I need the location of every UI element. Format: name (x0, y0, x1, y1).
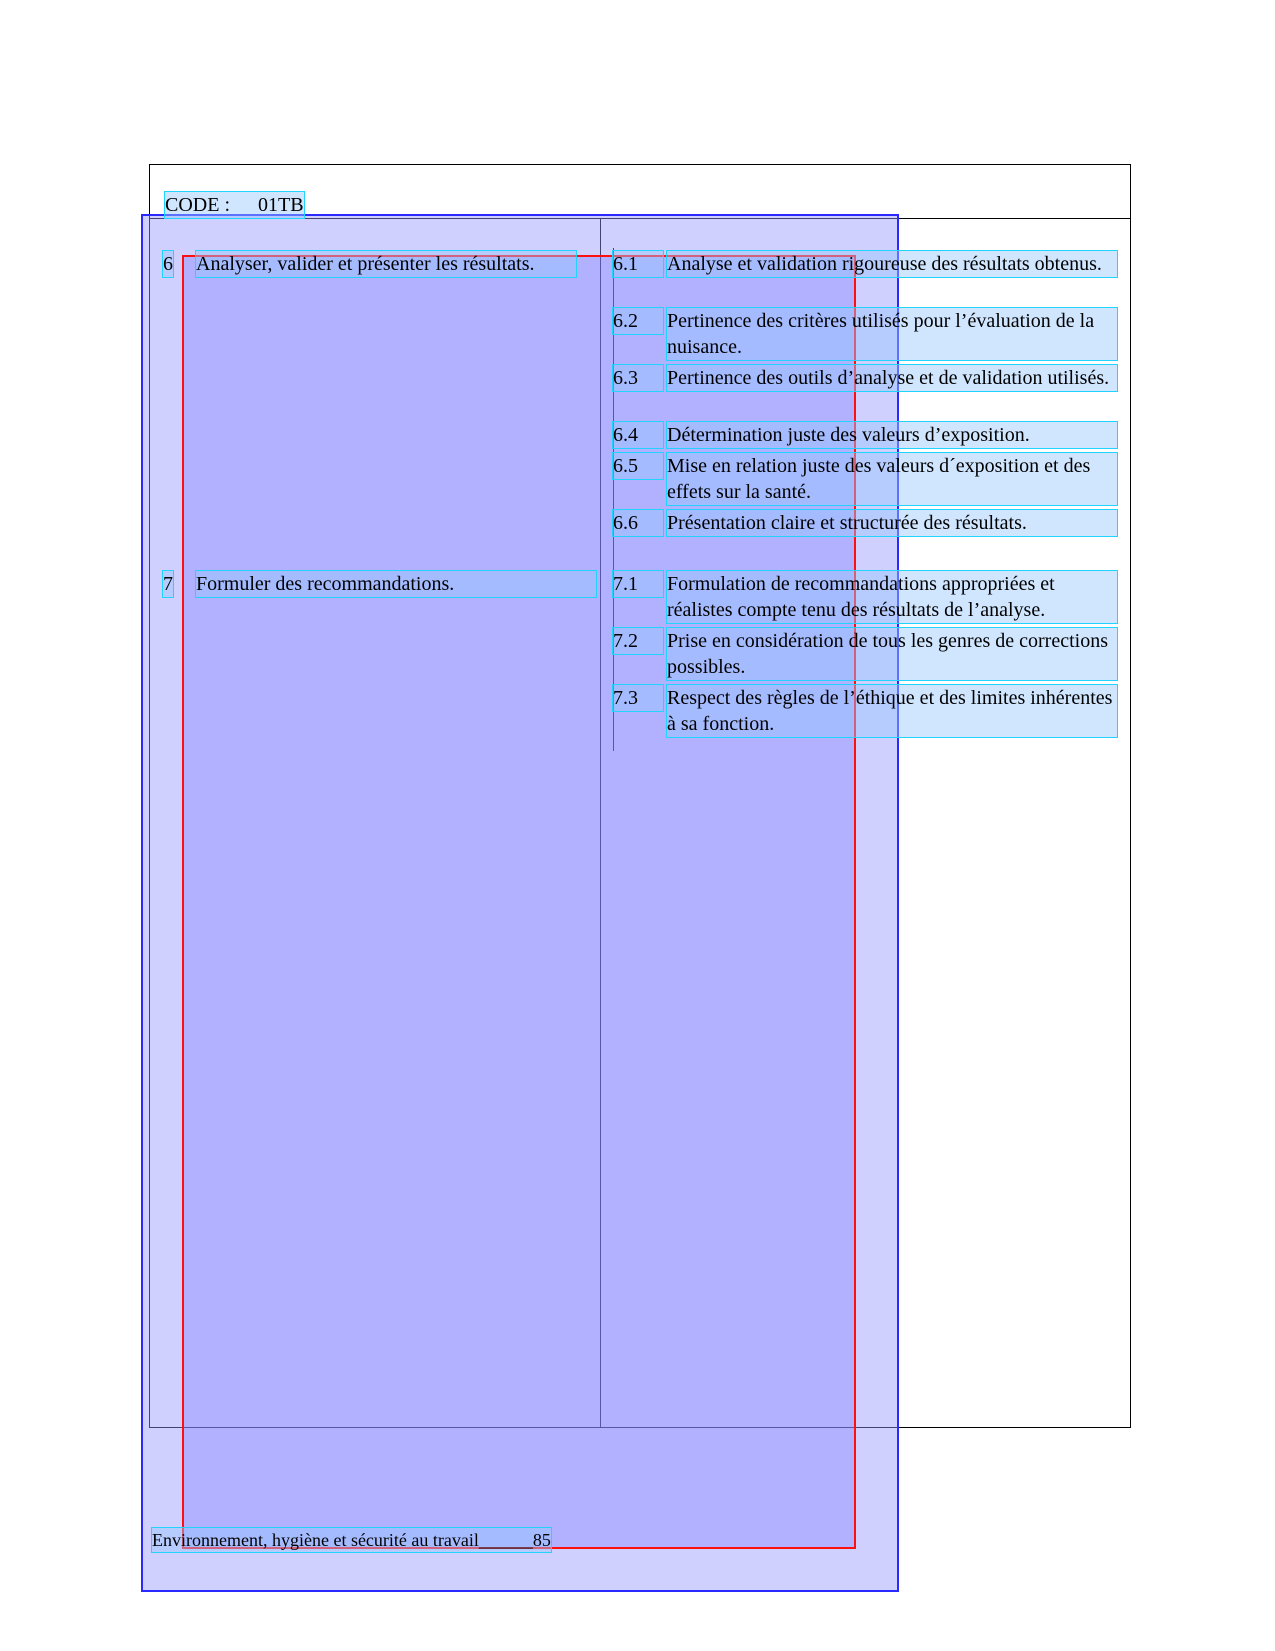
criterion-number: 6.4 (613, 422, 663, 448)
competency-number: 7 (163, 573, 173, 595)
criterion-number: 6.6 (613, 510, 663, 536)
criterion-text: Présentation claire et structurée des résultats. (667, 510, 1117, 536)
criterion-text: Pertinence des critères utilisés pour l’évaluation de la nuisance. (667, 308, 1117, 360)
footer-leader: ______ (478, 1530, 533, 1550)
footer-program: Environnement, hygiène et sécurité au travail (152, 1530, 479, 1550)
code-value: 01TB (258, 194, 304, 216)
competency-title: Formuler des recommandations. (196, 571, 596, 597)
criterion-text: Pertinence des outils d’analyse et de validation utilisés. (667, 365, 1117, 391)
criterion-number: 6.1 (613, 251, 663, 277)
code-label-text: CODE : (165, 194, 230, 216)
page-footer (152, 1528, 551, 1552)
code-label (165, 192, 304, 218)
criterion-text: Formulation de recommandations appropriées et réalistes compte tenu des résultats de l’analyse. (667, 571, 1117, 623)
criterion-number: 6.2 (613, 308, 663, 334)
criterion-text: Prise en considération de tous les genres de corrections possibles. (667, 628, 1117, 680)
competency-title: Analyser, valider et présenter les résultats. (196, 251, 576, 277)
criterion-number: 7.2 (613, 628, 663, 654)
criterion-number: 6.5 (613, 453, 663, 479)
criterion-text: Mise en relation juste des valeurs d´exposition et des effets sur la santé. (667, 453, 1117, 505)
criterion-text: Respect des règles de l’éthique et des limites inhérentes à sa fonction. (667, 685, 1117, 737)
criterion-number: 6.3 (613, 365, 663, 391)
selection-box-overlay (182, 255, 856, 1549)
criterion-text: Détermination juste des valeurs d’exposition. (667, 422, 1117, 448)
criterion-number: 7.1 (613, 571, 663, 597)
criterion-number: 7.3 (613, 685, 663, 711)
criterion-text: Analyse et validation rigoureuse des résultats obtenus. (667, 251, 1117, 277)
competency-number: 6 (163, 253, 173, 275)
footer-page-number: 85 (532, 1530, 551, 1550)
